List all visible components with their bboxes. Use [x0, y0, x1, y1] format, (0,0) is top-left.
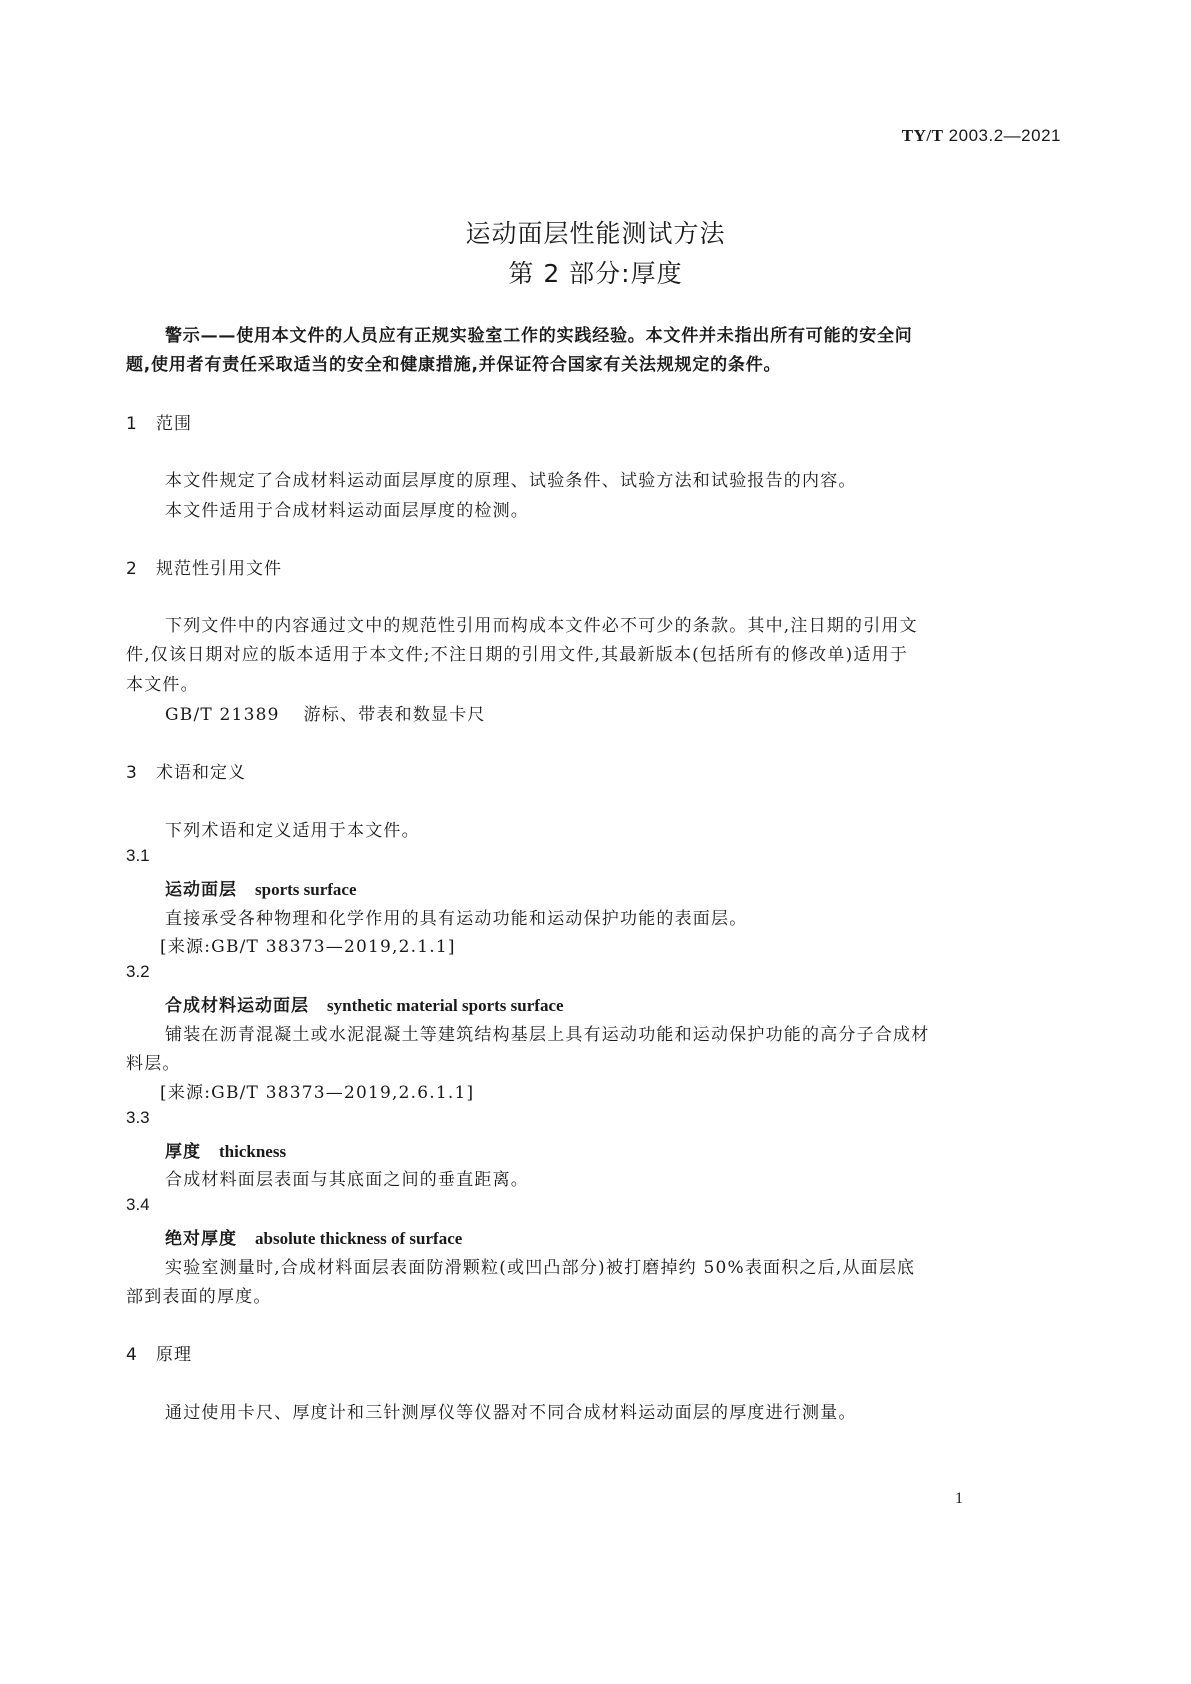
document-subtitle: 第 2 部分:厚度 [508, 259, 683, 288]
term-english: thickness [219, 1142, 287, 1161]
reference-code: GB/T 21389 [165, 705, 280, 725]
section-title: 术语和定义 [156, 763, 246, 783]
references-paragraph-line-3: 本文件。 [126, 675, 199, 695]
term-entry [165, 1224, 462, 1249]
section-number: 4 [126, 1345, 138, 1365]
warning-line-2: 题,使用者有责任采取适当的安全和健康措施,并保证符合国家有关法规规定的条件。 [126, 355, 782, 375]
reference-entry [165, 700, 486, 725]
scope-paragraph-1: 本文件规定了合成材料运动面层厚度的原理、试验条件、试验方法和试验报告的内容。 [165, 471, 857, 491]
term-chinese: 绝对厚度 [165, 1229, 237, 1249]
scope-paragraph-2: 本文件适用于合成材料运动面层厚度的检测。 [165, 501, 529, 521]
reference-title: 游标、带表和数显卡尺 [303, 705, 486, 725]
term-entry [165, 875, 357, 900]
references-paragraph-line-2: 件,仅该日期对应的版本适用于本文件;不注日期的引用文件,其最新版本(包括所有的修改单)适用于 [126, 645, 908, 665]
section-number: 3 [126, 763, 138, 783]
term-definition-continued: 料层。 [126, 1054, 181, 1074]
term-number: 3.4 [126, 1195, 150, 1214]
term-definition-continued: 部到表面的厚度。 [126, 1287, 272, 1307]
term-definition: 直接承受各种物理和化学作用的具有运动功能和运动保护功能的表面层。 [165, 909, 748, 929]
section-number: 2 [126, 559, 138, 579]
page-number: 1 [955, 1490, 963, 1507]
standard-number: 2003.2—2021 [948, 126, 1061, 145]
term-english: sports surface [255, 880, 357, 899]
section-title: 规范性引用文件 [156, 559, 282, 579]
term-chinese: 运动面层 [165, 880, 237, 900]
document-title: 运动面层性能测试方法 [465, 219, 726, 248]
term-entry [165, 1137, 286, 1162]
section-title: 范围 [156, 414, 192, 434]
term-english: synthetic material sports surface [327, 996, 564, 1015]
principle-paragraph: 通过使用卡尺、厚度计和三针测厚仪等仪器对不同合成材料运动面层的厚度进行测量。 [165, 1403, 857, 1423]
references-paragraph-line-1: 下列文件中的内容通过文中的规范性引用而构成本文件必不可少的条款。其中,注日期的引用文 [165, 616, 918, 636]
term-entry [165, 991, 564, 1016]
term-number: 3.3 [126, 1108, 150, 1127]
term-definition: 铺装在沥青混凝土或水泥混凝土等建筑结构基层上具有运动功能和运动保护功能的高分子合成材 [165, 1025, 930, 1045]
section-number: 1 [126, 414, 138, 434]
standard-code [902, 126, 1061, 146]
term-number: 3.1 [126, 846, 150, 865]
section-heading-terms-definitions [126, 758, 246, 783]
term-source: [来源:GB/T 38373—2019,2.1.1] [160, 937, 456, 957]
term-chinese: 合成材料运动面层 [165, 996, 309, 1016]
term-source: [来源:GB/T 38373—2019,2.6.1.1] [160, 1083, 475, 1103]
section-title: 原理 [156, 1345, 192, 1365]
term-english: absolute thickness of surface [255, 1229, 463, 1248]
section-heading-normative-references [126, 554, 282, 579]
term-number: 3.2 [126, 962, 150, 981]
section-heading-principle [126, 1340, 192, 1365]
standard-prefix: TY/T [901, 126, 944, 145]
section-heading-scope [126, 409, 192, 434]
terms-intro: 下列术语和定义适用于本文件。 [165, 821, 420, 841]
warning-line-1: 警示——使用本文件的人员应有正规实验室工作的实践经验。本文件并未指出所有可能的安全问 [165, 326, 913, 346]
term-chinese: 厚度 [165, 1142, 201, 1162]
term-definition: 合成材料面层表面与其底面之间的垂直距离。 [165, 1170, 529, 1190]
term-definition: 实验室测量时,合成材料面层表面防滑颗粒(或凹凸部分)被打磨掉约 50%表面积之后,从面层底 [165, 1258, 916, 1278]
